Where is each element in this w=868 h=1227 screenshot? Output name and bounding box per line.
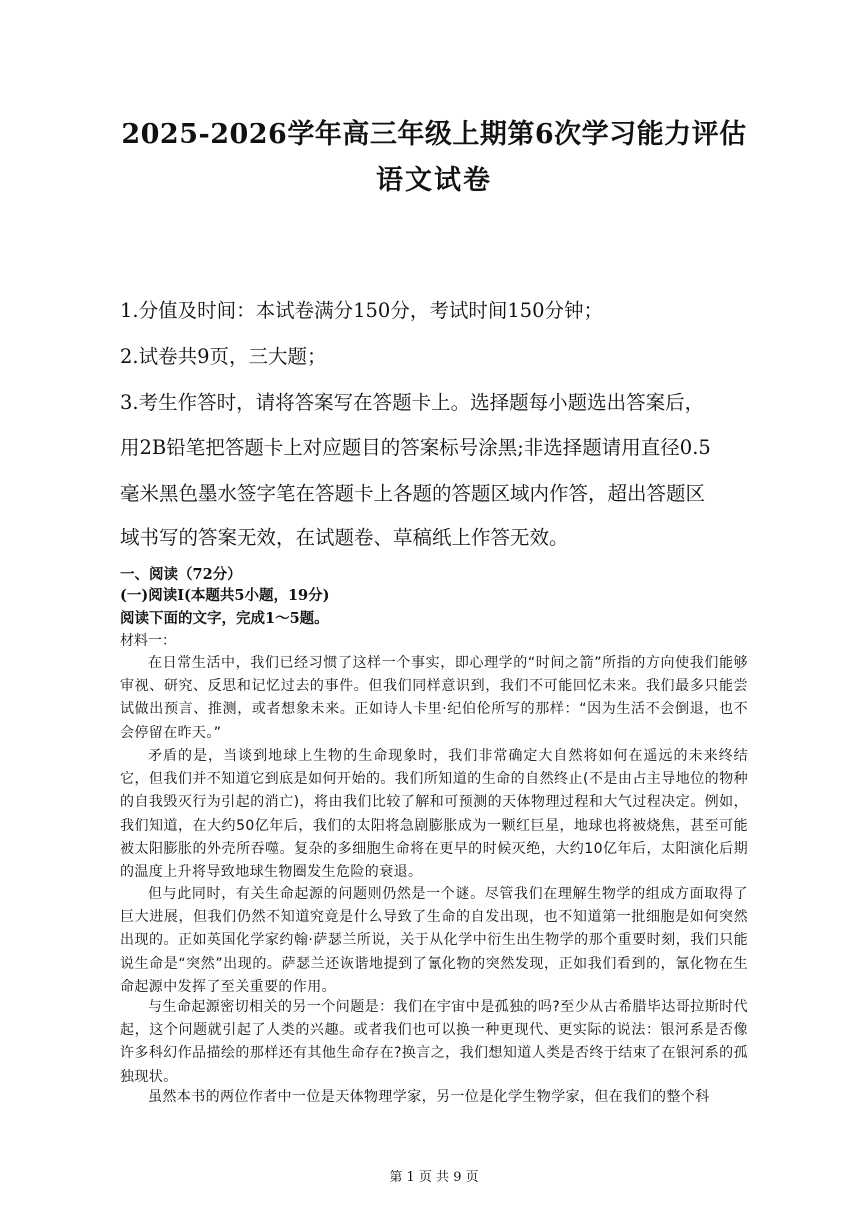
reading-instruction: 阅读下面的文字，完成1～5题。 (120, 610, 329, 627)
passage-paragraph-3: 但与此同时，有关生命起源的问题则仍然是一个谜。尽管我们在理解生物学的组成方面取得了巨大进展，但我们仍然不知道究竟是什么导致了生命的自发出现，也不知道第一批细胞是如何突然出现的。正如英国化学家约翰·萨瑟兰所说，关于从化学中衍生出生物学的那个重要时刻，我们只能说生命是“突然”出现的。萨瑟兰还诙谐地提到了氰化物的突然发现，正如我们看到的，氰化物在生命起源中发挥了至关重要的作用。 (120, 886, 748, 995)
section-subheading: (一)阅读Ⅰ(本题共5小题，19分) (120, 587, 330, 604)
passage-paragraph-4: 与生命起源密切相关的另一个问题是：我们在宇宙中是孤独的吗?至少从古希腊毕达哥拉斯时代起，这个问题就引起了人类的兴趣。或者我们也可以换一种更现代、更实际的说法：银河系是否像许多科幻作品描绘的那样还有其他生命存在?换言之，我们想知道人类是否终于结束了在银河系的孤独现状。 (120, 999, 748, 1085)
passage-paragraph-5: 虽然本书的两位作者中一位是天体物理学家，另一位是化学生物学家，但在我们的整个科 (148, 1089, 710, 1105)
exam-title: 2025-2026学年高三年级上期第6次学习能力评估 (121, 119, 747, 150)
section-heading: 一、阅读（72分） (120, 566, 242, 583)
instruction-line-5: 毫米黑色墨水签字笔在答题卡上各题的答题区域内作答，超出答题区 (120, 482, 706, 505)
instruction-line-6: 域书写的答案无效，在试题卷、草稿纸上作答无效。 (120, 526, 569, 549)
instruction-line-4: 用2B铅笔把答题卡上对应题目的答案标号涂黑;非选择题请用直径0.5 (120, 436, 711, 459)
page-number: 第 1 页 共 9 页 (389, 1170, 479, 1185)
passage-paragraph-2: 矛盾的是，当谈到地球上生物的生命现象时，我们非常确定大自然将如何在遥远的未来终结它，但我们并不知道它到底是如何开始的。我们所知道的生命的自然终止(不是由占主导地位的物种的自我毁灭行为引起的消亡)，将由我们比较了解和可预测的天体物理过程和大气过程决定。例如，我们知道，在大约50亿年后，我们的太阳将急剧膨胀成为一颗红巨星，地球也将被烧焦，甚至可能被太阳膨胀的外壳所吞噬。复杂的多细胞生命将在更早的时候灭绝，大约10亿年后，太阳演化后期的温度上升将导致地球生物圈发生危险的衰退。 (120, 748, 748, 881)
instruction-line-3: 3.考生作答时，请将答案写在答题卡上。选择题每小题选出答案后， (120, 391, 705, 414)
material-label: 材料一： (120, 633, 176, 649)
instruction-line-1: 1.分值及时间：本试卷满分150分，考试时间150分钟； (120, 299, 604, 322)
instruction-line-2: 2.试卷共9页，三大题； (120, 345, 327, 368)
exam-subtitle: 语文试卷 (376, 165, 492, 196)
passage-paragraph-1: 在日常生活中，我们已经习惯了这样一个事实，即心理学的“时间之箭”所指的方向使我们能够审视、研究、反思和记忆过去的事件。但我们同样意识到，我们不可能回忆未来。我们最多只能尝试做出预言、推测，或者想象未来。正如诗人卡里·纪伯伦所写的那样：“因为生活不会倒退，也不会停留在昨天。” (120, 655, 748, 741)
